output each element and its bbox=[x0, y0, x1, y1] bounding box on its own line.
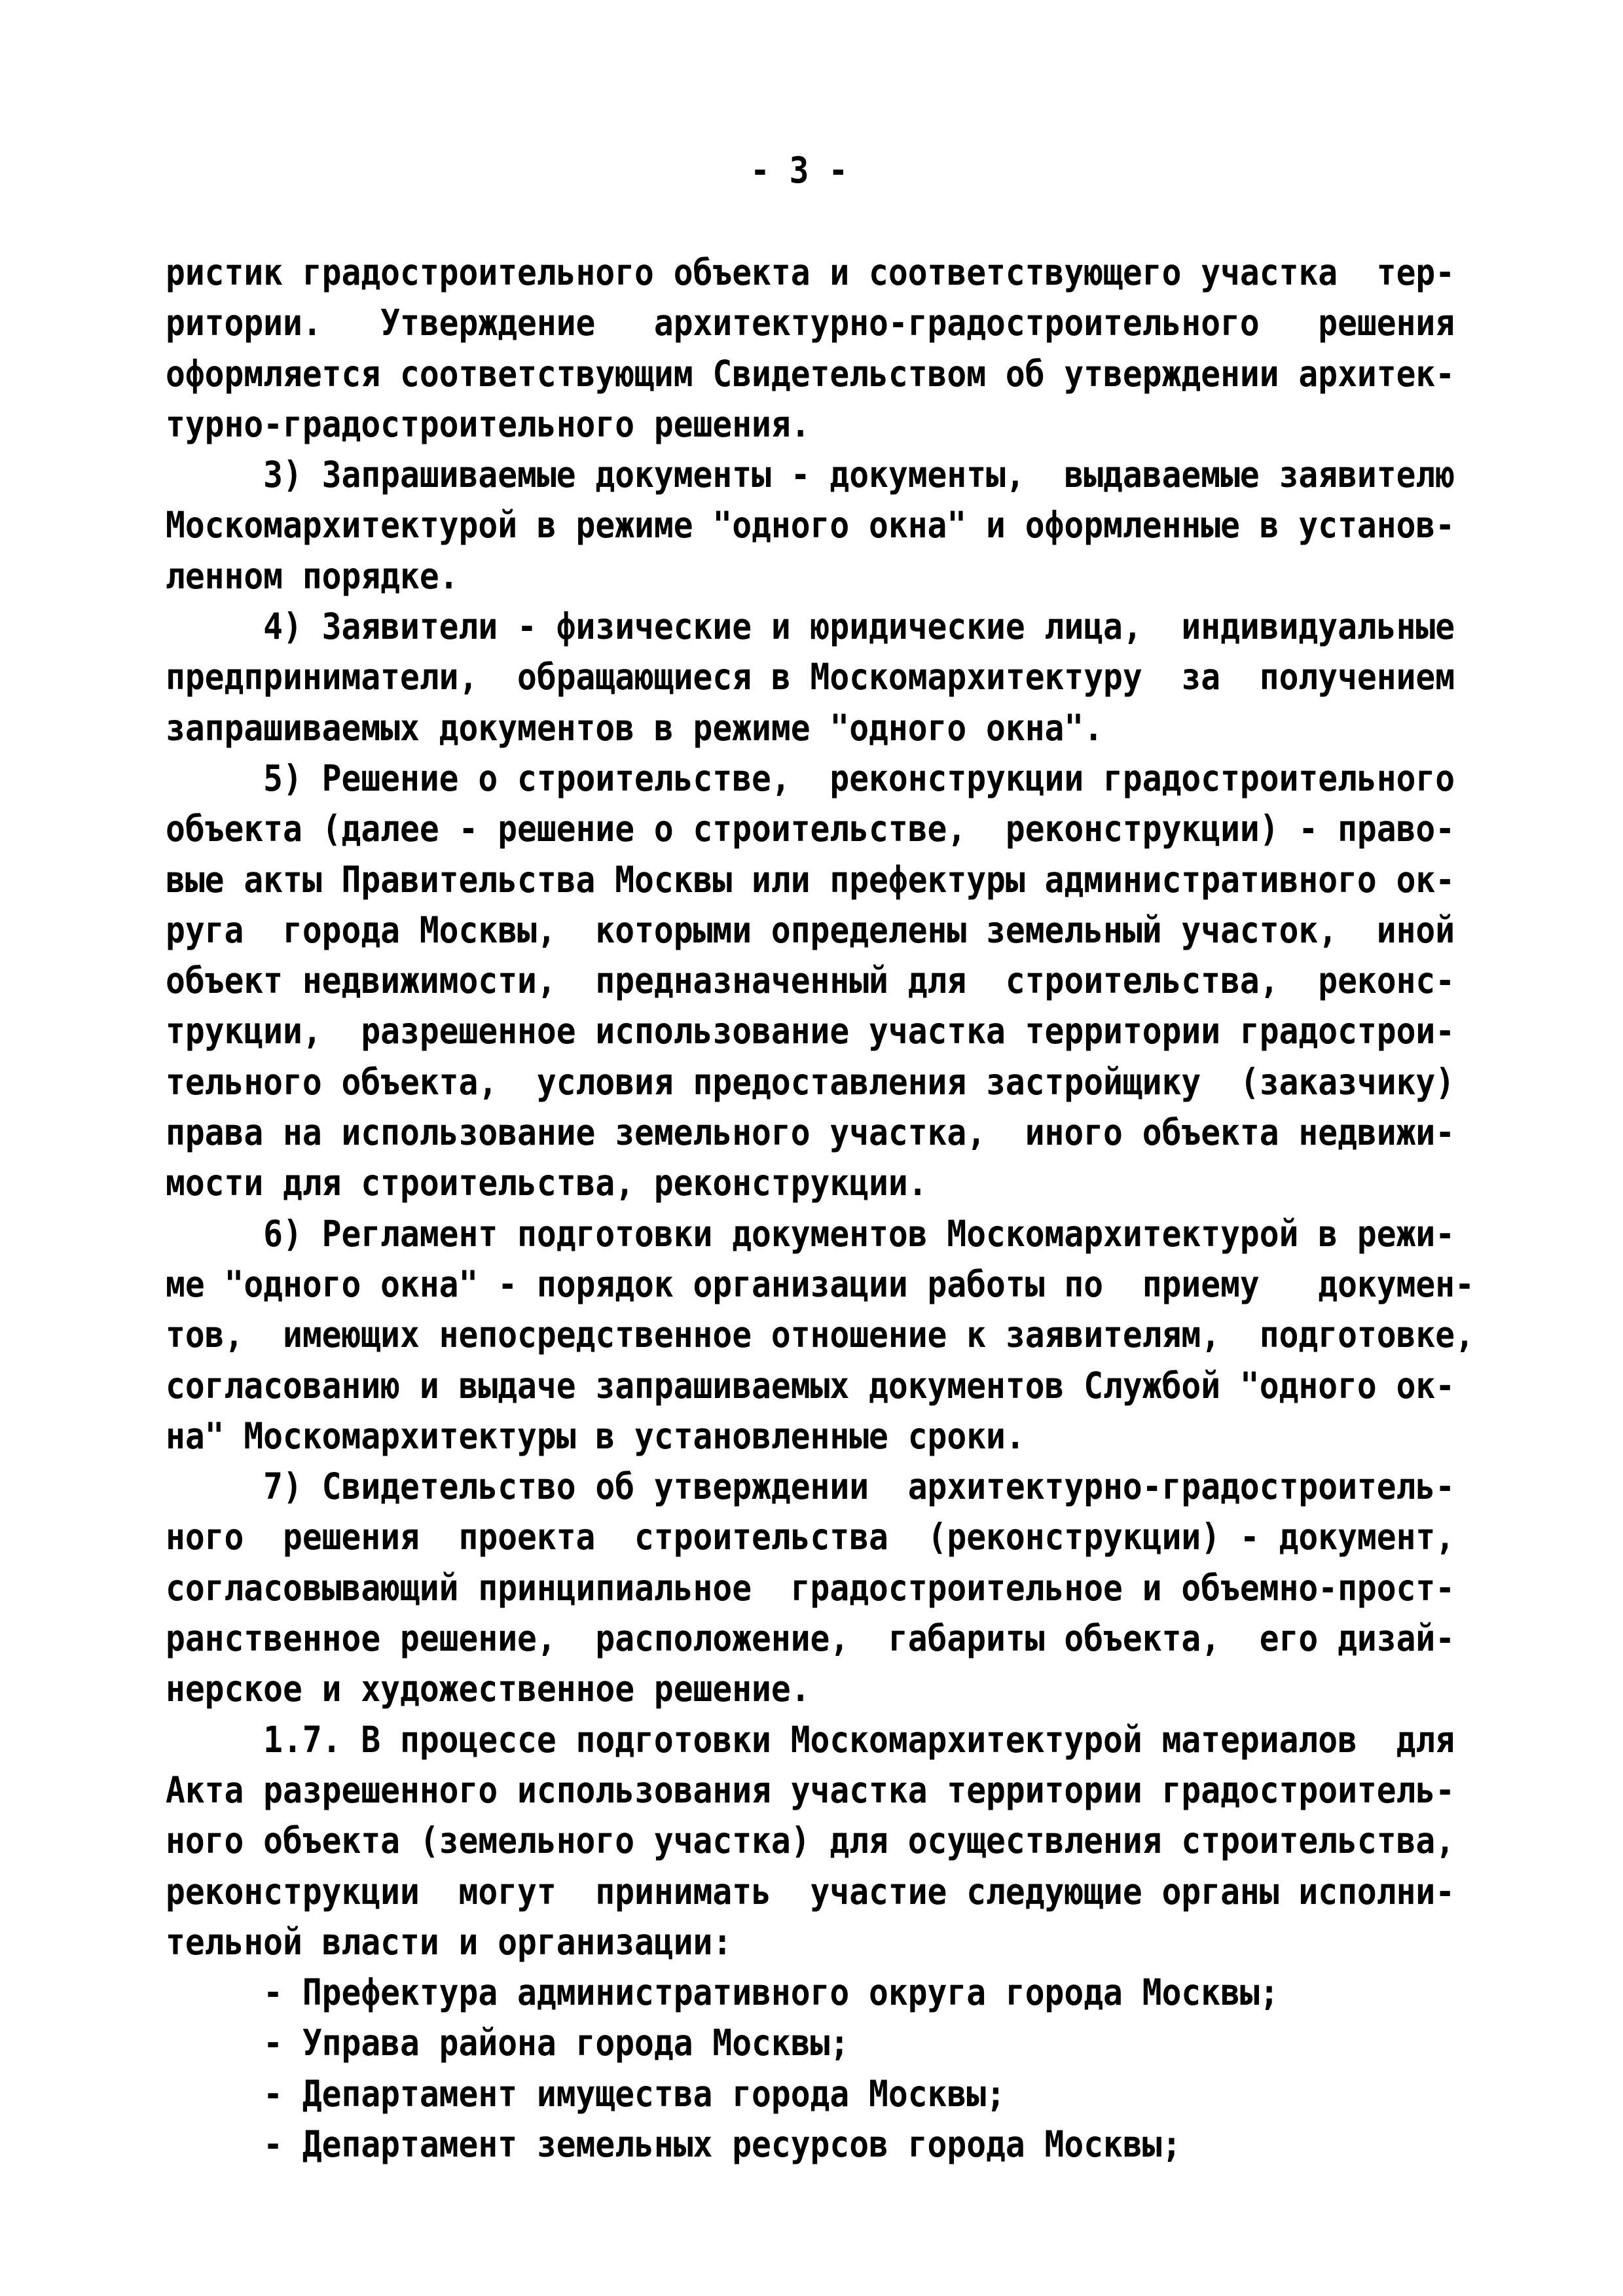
text-line: тов, имеющих непосредственное отношение к заявителям, подготовке, bbox=[166, 1314, 1474, 1356]
text-line: тельного объекта, условия предоставления застройщику (заказчику) bbox=[166, 1060, 1455, 1103]
text-line: ного объекта (земельного участка) для осуществления строительства, bbox=[166, 1820, 1455, 1862]
text-line: согласовывающий принципиальное градостроительное и объемно-прост- bbox=[166, 1566, 1455, 1609]
text-line: 7) Свидетельство об утверждении архитектурно-градостроитель- bbox=[166, 1465, 1455, 1508]
text-line: согласованию и выдаче запрашиваемых документов Службой "одного ок- bbox=[166, 1364, 1455, 1407]
text-line: 3) Запрашиваемые документы - документы, выдаваемые заявителю bbox=[166, 454, 1455, 496]
text-line: ленном порядке. bbox=[166, 554, 459, 597]
text-line: вые акты Правительства Москвы или префектуры административного ок- bbox=[166, 858, 1455, 901]
text-line: 5) Решение о строительстве, реконструкции градостроительного bbox=[166, 757, 1455, 799]
text-line: трукции, разрешенное использование участка территории градострои- bbox=[166, 1010, 1455, 1052]
text-line: нерское и художественное решение. bbox=[166, 1668, 811, 1710]
text-line: ритории. Утверждение архитектурно-градостроительного решения bbox=[166, 302, 1455, 344]
text-line: на" Москомархитектуры в установленные сроки. bbox=[166, 1414, 1025, 1457]
text-line: оформляется соответствующим Свидетельством об утверждении архитек- bbox=[166, 352, 1455, 395]
text-line: объекта (далее - решение о строительстве, реконструкции) - право- bbox=[166, 808, 1455, 850]
page-number: - 3 - bbox=[750, 149, 848, 191]
text-line: ристик градостроительного объекта и соответствующего участка тер- bbox=[166, 251, 1455, 293]
text-line: ранственное решение, расположение, габариты объекта, его дизай- bbox=[166, 1617, 1455, 1660]
text-line: Москомархитектурой в режиме "одного окна" и оформленные в установ- bbox=[166, 504, 1455, 547]
text-line: - Департамент земельных ресурсов города Москвы; bbox=[166, 2123, 1182, 2165]
text-line: 4) Заявители - физические и юридические лица, индивидуальные bbox=[166, 605, 1455, 648]
text-line: Акта разрешенного использования участка территории градостроитель- bbox=[166, 1768, 1455, 1811]
text-line: - Префектура административного округа города Москвы; bbox=[166, 1971, 1279, 2014]
text-line: предприниматели, обращающиеся в Москомархитектуру за получением bbox=[166, 656, 1455, 698]
text-line: тельной власти и организации: bbox=[166, 1920, 733, 1963]
text-line: ного решения проекта строительства (реконструкции) - документ, bbox=[166, 1516, 1455, 1558]
text-line: ме "одного окна" - порядок организации работы по приему докумен- bbox=[166, 1263, 1474, 1305]
text-line: - Управа района города Москвы; bbox=[166, 2022, 850, 2064]
text-line: - Департамент имущества города Москвы; bbox=[166, 2072, 1006, 2115]
text-line: реконструкции могут принимать участие следующие органы исполни- bbox=[166, 1870, 1455, 1912]
text-line: права на использование земельного участка, иного объекта недвижи- bbox=[166, 1111, 1455, 1154]
text-line: 1.7. В процессе подготовки Москомархитектурой материалов для bbox=[166, 1718, 1455, 1761]
text-line: руга города Москвы, которыми определены земельный участок, иной bbox=[166, 908, 1455, 951]
text-line: запрашиваемых документов в режиме "одного окна". bbox=[166, 706, 1104, 749]
document-text bbox=[166, 247, 1474, 2170]
text-line: объект недвижимости, предназначенный для строительства, реконс- bbox=[166, 960, 1455, 1002]
text-line: 6) Регламент подготовки документов Москомархитектурой в режи- bbox=[166, 1212, 1455, 1255]
text-line: мости для строительства, реконструкции. bbox=[166, 1162, 928, 1204]
text-line: турно-градостроительного решения. bbox=[166, 403, 811, 445]
